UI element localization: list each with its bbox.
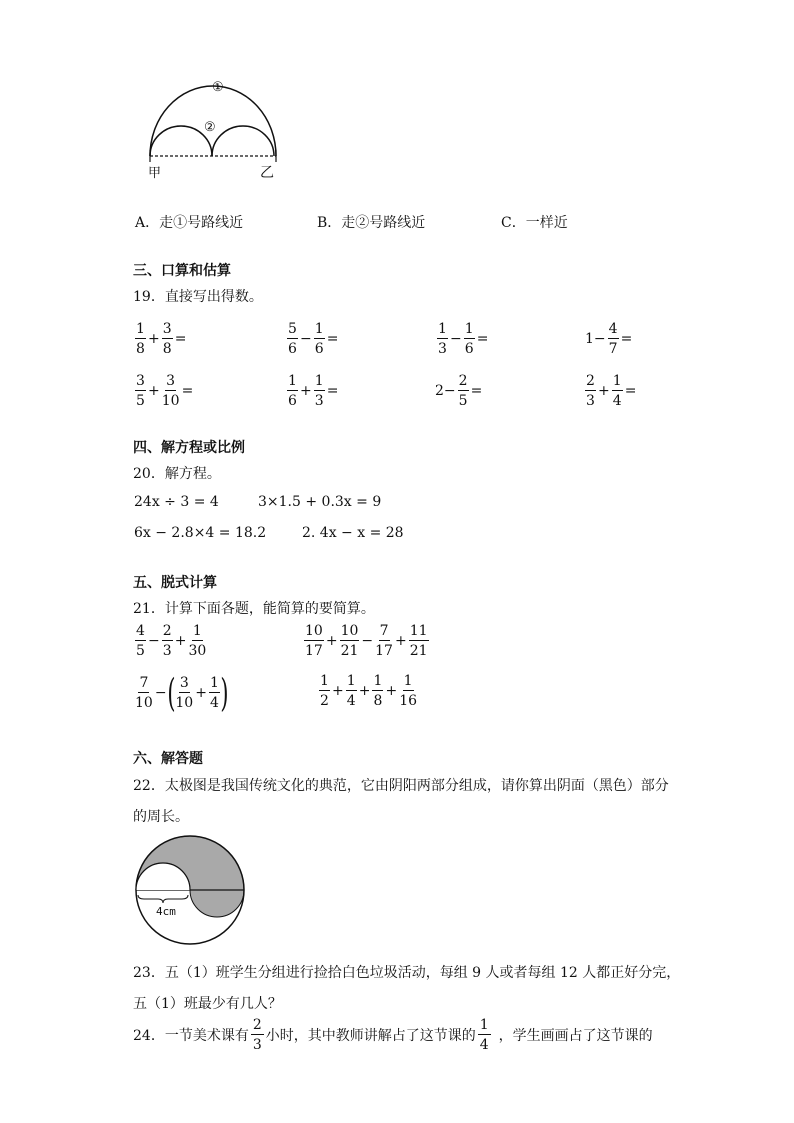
q22-line1: 22．太极图是我国传统文化的典范，它由阴阳两部分组成，请你算出阴面（黑色）部分 [133,778,669,794]
route-label-start: 甲 [148,166,162,181]
equation-3: 6x − 2.8×4 = 18.2 [134,525,267,541]
equation-4: 2. 4x − x = 28 [302,525,404,541]
section3-heading: 三、口算和估算 [133,263,231,279]
section5-heading: 五、脱式计算 [133,575,217,591]
q24-fraction-2: 1 4 [479,1017,489,1053]
option-a: A．走①号路线近 [135,215,244,231]
q24-line [133,1018,653,1052]
q24-part-a: 24．一节美术课有 [133,1028,249,1044]
mental-r1c4: 1− $\frac{4}{7}$ = [585,321,633,357]
equation-2: 3×1.5 + 0.3x = 9 [258,494,382,510]
calc-d: 1 2 + $\frac{1}{4}$ + $\frac{1}{8}$ + $\frac{1}{16}$ [320,673,418,709]
mental-r1c2: 5 6 − $\frac{1}{6}$ = [288,321,339,357]
option-c: C．一样近 [501,215,568,231]
equation-1: 24x ÷ 3 = 4 [134,494,219,510]
option-b: B．走②号路线近 [317,215,426,231]
route-label-end: 乙 [260,165,274,181]
mental-r2c2: 1 6 + $\frac{1}{3}$ = [288,373,339,409]
q22-line2: 的周长。 [133,809,189,825]
mental-r1c3: 1 3 − $\frac{1}{6}$ = [438,321,489,357]
q24-fraction-1: 2 3 [252,1017,262,1053]
section4-heading: 四、解方程或比例 [133,440,245,456]
q24-part-c: ，学生画画占了这节课的 [498,1028,653,1044]
calc-a: 4 5 − $\frac{2}{3}$ + $\frac{1}{30}$ [136,623,207,659]
mental-r2c1: 3 5 + $\frac{3}{10}$ = [136,373,194,409]
route-label-1: ① [212,80,224,95]
q20-text: 20．解方程。 [133,466,221,482]
mental-r1c1: 1 8 + $\frac{3}{8}$ = [136,321,187,357]
q23-line2: 五（1）班最少有几人？ [133,996,282,1012]
q24-part-b: 小时，其中教师讲解占了这节课的 [265,1028,476,1044]
left-paren: ( [166,671,176,715]
taiji-figure [132,833,248,949]
section6-heading: 六、解答题 [133,751,203,767]
mental-r2c4: 2 3 + $\frac{1}{4}$ = [586,373,637,409]
right-paren: ) [220,671,229,715]
q19-text: 19．直接写出得数。 [133,289,263,305]
mental-r2c3: 2− $\frac{2}{5}$ = [435,373,483,409]
calc-c: 7 10 − ( 3 10 + $\frac{1}{4}$ ) [135,671,229,715]
q23-line1: 23．五（1）班学生分组进行捡拾白色垃圾活动，每组 9 人或者每组 12 人都正好分完， [133,965,681,981]
route-label-2: ② [204,120,216,135]
taiji-dimension: 4cm [156,905,176,918]
q21-text: 21．计算下面各题，能简算的要简算。 [133,601,375,617]
calc-b: 10 17 + $\frac{10}{21}$ − $\frac{7}{17}$ + $\frac{11}{21}$ [305,623,428,659]
